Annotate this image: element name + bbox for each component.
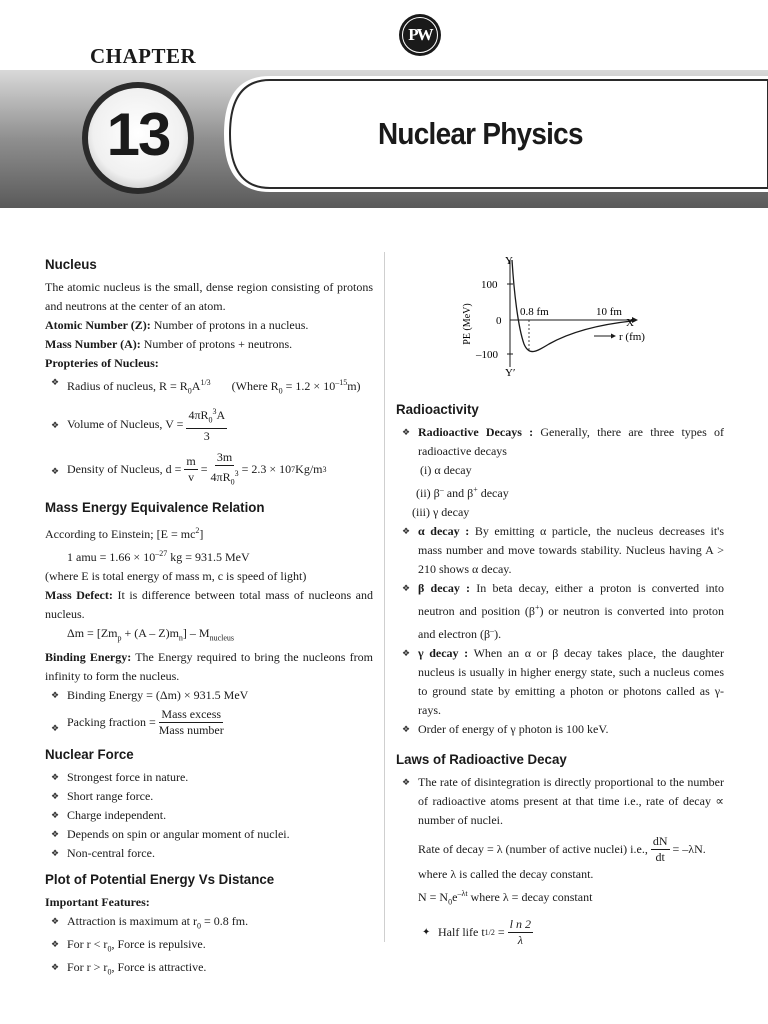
binding-energy-def: Binding Energy: The Energy required to bring the nucleons from infinity to form the nucleus.	[45, 649, 373, 683]
half-life-item: ✦ Half life t 1/2 = $\frac{\text{l n 2}}{\lambda}$	[422, 917, 532, 948]
section-heading-nucleus: Nucleus	[45, 256, 97, 272]
radioactive-decays-item: ❖ Radioactive Decays : Generally, there are three types of radioactive decays	[402, 425, 725, 458]
mass-defect-formula: $\Delta m = [Zm_p + (A - Z)m_n] - M_{nucleus}$	[67, 626, 235, 643]
bullet-icon: ❖	[51, 420, 60, 431]
left-column	[45, 252, 373, 982]
y-tick-label-minus-100: –100	[476, 349, 498, 361]
y-tick-label-0: 0	[496, 315, 502, 327]
potential-energy-graph	[454, 252, 654, 377]
bullet-icon: ❖	[402, 583, 411, 593]
nucleus-intro: The atomic nucleus is the small, dense region consisting of protons and neutrons at the center of an atom.	[45, 280, 373, 313]
column-divider	[384, 252, 385, 942]
bullet-icon: ❖	[51, 847, 60, 858]
pw-logo: PW	[399, 14, 441, 56]
mark-label-0-8fm: 0.8 fm	[520, 306, 549, 318]
list-item: ❖ Short range force.	[45, 787, 373, 806]
decay-law-formula: $N = N_0e^{-\lambda t}$ where λ = decay constant	[418, 889, 593, 907]
list-item: ❖ For $r > r_0$, Force is attractive.	[51, 960, 207, 977]
decay-constant-def: where λ is called the decay constant.	[418, 867, 594, 881]
alpha-decay-item: ❖ α decay : By emitting α particle, the nucleus decreases it's mass number and move towards stability. Nucleus having A > 210 shows α decay.	[402, 524, 725, 576]
mass-number-def: Mass Number (A): Number of protons + neutrons.	[45, 337, 293, 351]
mass-energy-where: (where E is total energy of mass m, c is speed of light)	[45, 569, 307, 584]
section-heading-decay-laws: Laws of Radioactive Decay	[396, 751, 567, 767]
rate-of-disintegration-item: ❖ The rate of disintegration is directly proportional to the number of radioactive atoms present at that time i.e., rate of decay ∝ number of nuclei.	[402, 775, 724, 827]
chapter-title: Nuclear Physics	[378, 116, 583, 151]
list-item: ❖ For $r < r_0$, Force is repulsive.	[51, 936, 206, 954]
packing-fraction-item: ❖ Packing fraction = $\frac{\text{Mass excess}}{\text{Mass number}}$	[51, 706, 224, 737]
einstein-relation: According to Einstein; $[E = mc^2]$	[45, 526, 204, 542]
bullet-icon: ❖	[402, 526, 411, 536]
bullet-icon: ❖	[51, 790, 60, 801]
chapter-header	[0, 0, 768, 215]
bullet-icon: ❖	[51, 465, 60, 476]
binding-energy-formula: ❖ Binding Energy = (Δm) × 931.5 MeV	[45, 686, 373, 705]
mark-label-10fm: 10 fm	[596, 306, 622, 318]
y-axis-title: PE (MeV)	[462, 303, 473, 345]
properties-label: Propteries of Nucleus:	[45, 356, 159, 370]
volume-item: ❖ Volume of Nucleus, V = $\frac{4\pi R_0^3A}{3}$	[45, 404, 373, 443]
bullet-icon: ❖	[51, 809, 60, 820]
features-label: Important Features:	[45, 894, 150, 909]
right-column	[396, 397, 724, 948]
density-item: ❖ Density of Nucleus, d = $\frac{m}{v}$ = $\frac{3m}{4\pi R_0^3}$ = 2.3 × 10 7 Kg/m 3	[51, 449, 327, 487]
bullet-icon: ❖	[51, 828, 60, 839]
y-prime-label: Y′	[505, 367, 516, 377]
bullet-icon: ❖	[51, 915, 60, 926]
list-item: ❖ Depends on spin or angular moment of nuclei.	[45, 825, 373, 844]
chapter-label: CHAPTER	[90, 44, 197, 68]
bullet-icon: ❖	[51, 771, 60, 782]
radius-item: ❖ Radius of nucleus, $R = R_0A^{1/3}$ (Where $R_0 = 1.2 \times 10^{-15}m$)	[45, 373, 373, 400]
gamma-decay-item: ❖ γ decay : When an α or β decay takes place, the daughter nucleus is usually in higher energy state, such a nucleus comes to ground state by emitting a photon or photons called as γ-rays.	[402, 646, 724, 717]
plus-bullet-icon: ✦	[422, 927, 431, 939]
gamma-energy-item: ❖ Order of energy of γ photon is 100 keV.	[396, 720, 724, 739]
y-tick-label-100: 100	[481, 279, 498, 291]
decay-type-beta: (ii) β– and β+ decay	[416, 485, 509, 500]
bullet-icon: ❖	[51, 377, 60, 387]
bullet-icon: ❖	[402, 777, 411, 787]
section-heading-radioactivity: Radioactivity	[396, 401, 479, 417]
rate-formula: Rate of decay = λ (number of active nuclei) i.e., $\frac{dN}{dt}$ = –λN.	[418, 834, 706, 864]
bullet-icon: ❖	[402, 427, 411, 437]
section-heading-mass-energy: Mass Energy Equivalence Relation	[45, 499, 265, 516]
list-item: ❖ Non-central force.	[45, 844, 373, 863]
bullet-icon: ❖	[402, 724, 411, 734]
beta-decay-item: ❖ β decay : In beta decay, either a proton is converted into neutron and position (β+) or neutron is converted into proton and electron (β–).	[402, 581, 724, 641]
bullet-icon: ❖	[51, 938, 60, 949]
bullet-icon: ❖	[51, 722, 60, 733]
y-label: Y	[505, 255, 513, 267]
bullet-icon: ❖	[51, 689, 60, 700]
mass-defect-def: Mass Defect: It is difference between total mass of nucleons and nucleus.	[45, 588, 374, 622]
list-item: ❖ Strongest force in nature.	[45, 768, 373, 787]
bullet-icon: ❖	[51, 962, 60, 973]
section-heading-pe-plot: Plot of Potential Energy Vs Distance	[45, 870, 275, 887]
x-title-arrow-icon	[611, 334, 616, 339]
list-item: ❖ Attraction is maximum at $r_0 = 0.8$ fm.	[51, 913, 249, 930]
atomic-number-def: Atomic Number (Z): Number of protons in a nucleus.	[45, 318, 309, 332]
section-heading-nuclear-force: Nuclear Force	[45, 745, 134, 762]
x-axis-title: r (fm)	[619, 331, 645, 343]
chapter-number: 13	[106, 101, 170, 168]
decay-type-gamma: (iii) γ decay	[412, 505, 470, 519]
amu-relation: 1 amu = $1.66 \times 10^{-27}$ kg = 931.5 MeV	[67, 549, 250, 565]
bullet-icon: ❖	[402, 648, 411, 658]
x-label: X	[626, 317, 634, 329]
decay-type-alpha: (i) α decay	[420, 463, 472, 477]
list-item: ❖ Charge independent.	[45, 806, 373, 825]
